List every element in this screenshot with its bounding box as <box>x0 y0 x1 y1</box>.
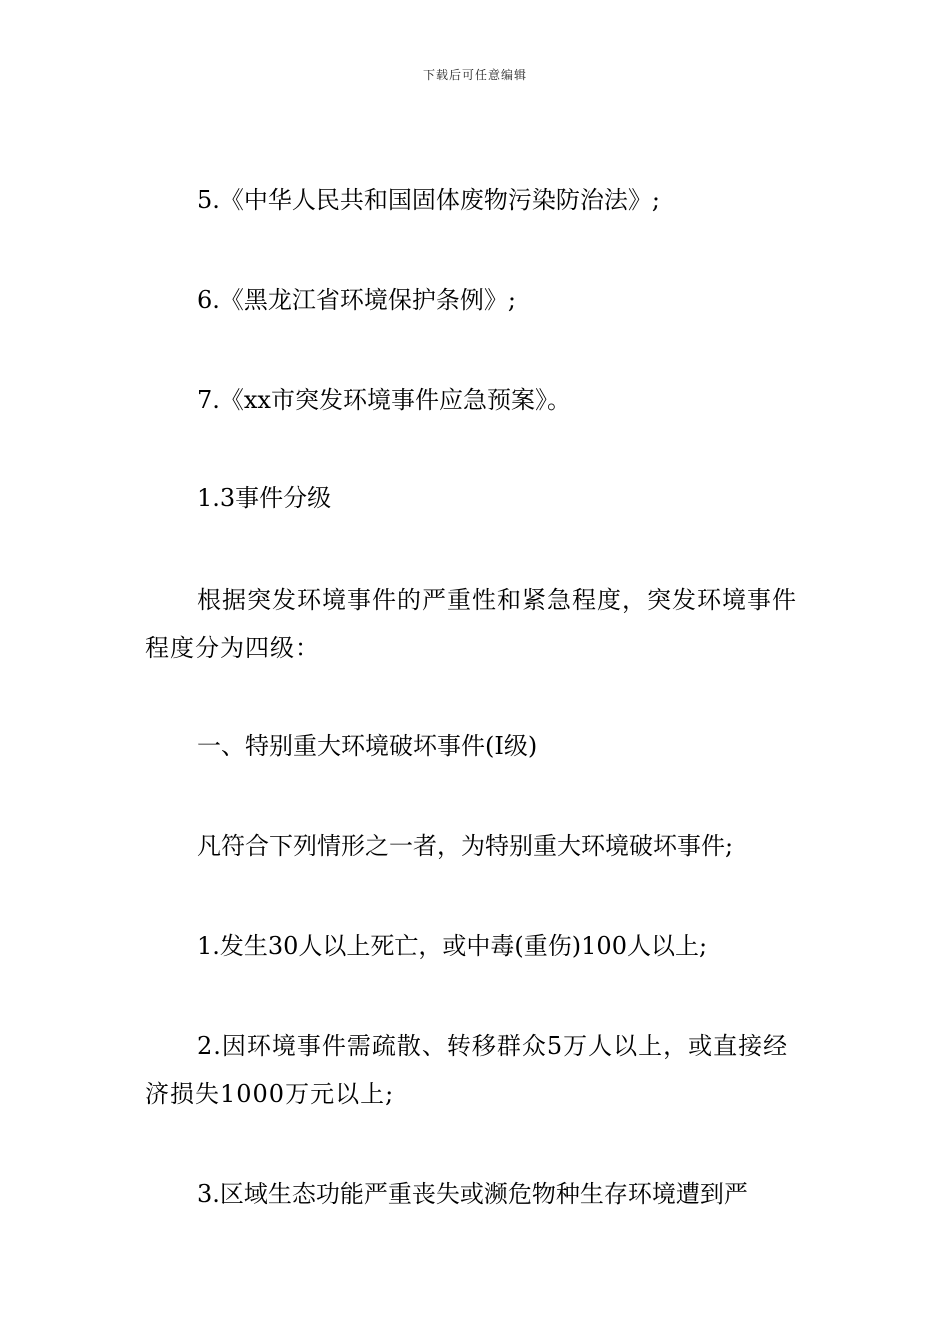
page-header: 下载后可任意编辑 <box>422 68 527 82</box>
section-heading: 1.3事件分级 <box>197 484 332 512</box>
criterion-3: 3.区域生态功能严重丧失或濒危物种生存环境遭到严 <box>197 1180 748 1208</box>
paragraph-classification-intro: 根据突发环境事件的严重性和紧急程度，突发环境事件程度分为四级： <box>145 586 797 662</box>
criterion-2: 2.因环境事件需疏散、转移群众5万人以上，或直接经济损失1000万元以上; <box>145 1032 789 1108</box>
paragraph-law-5: 5.《中华人民共和国固体废物污染防治法》; <box>197 186 660 214</box>
paragraph-law-7: 7.《xx市突发环境事件应急预案》。 <box>197 386 571 414</box>
criterion-1: 1.发生30人以上死亡，或中毒(重伤)100人以上; <box>197 932 708 960</box>
paragraph-level-one-criteria: 凡符合下列情形之一者，为特别重大环境破坏事件; <box>197 832 734 860</box>
level-one-heading: 一、特别重大环境破坏事件(Ⅰ级) <box>197 732 538 760</box>
paragraph-law-6: 6.《黑龙江省环境保护条例》; <box>197 286 516 314</box>
